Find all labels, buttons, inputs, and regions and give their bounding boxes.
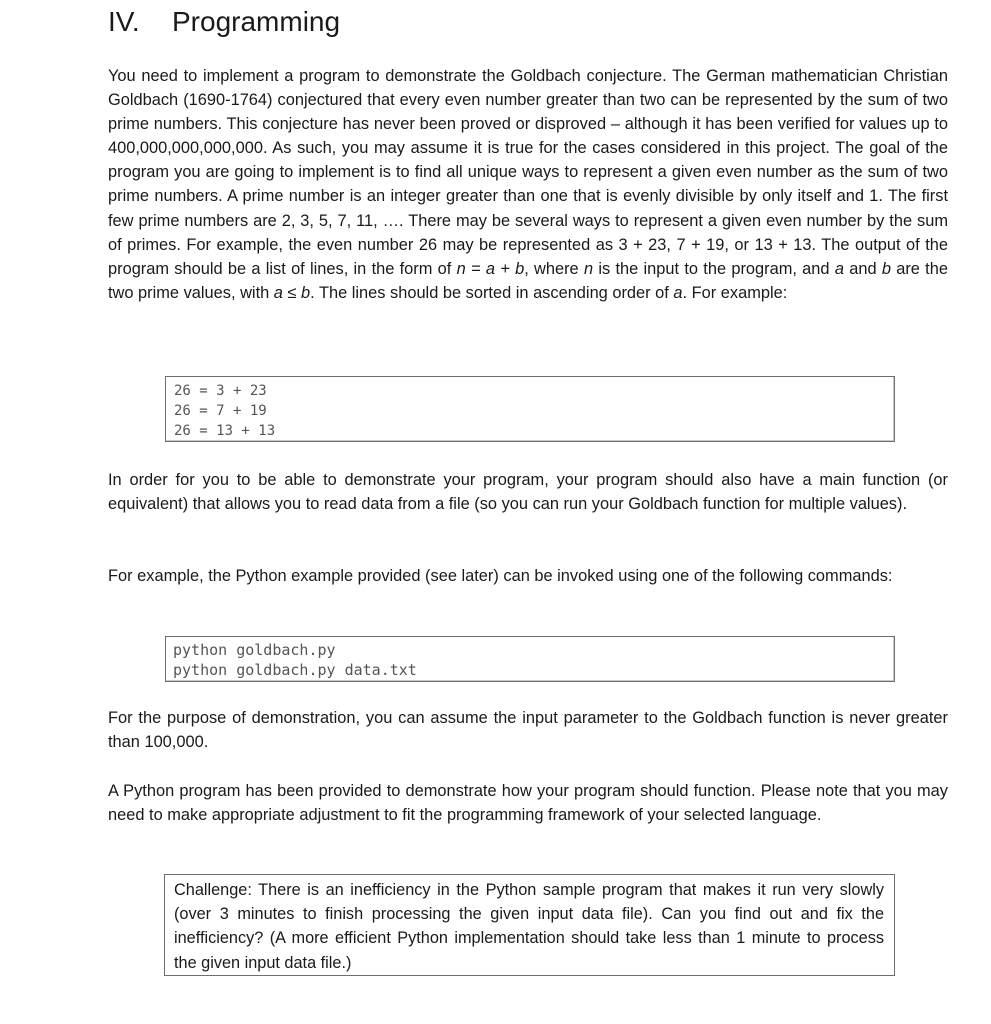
section-title: Programming: [172, 6, 341, 37]
example-output-box: [165, 376, 895, 442]
command-line: python goldbach.py data.txt: [173, 661, 417, 679]
intro-paragraph: [108, 64, 948, 305]
python-example-paragraph: For example, the Python example provided (see later) can be invoked using one of the following commands:: [108, 567, 893, 585]
intro-var-b: b: [881, 259, 891, 278]
intro-var-a: a: [834, 259, 844, 278]
intro-condition: a ≤ b: [273, 283, 311, 302]
intro-text-6: . The lines should be sorted in ascending order of: [310, 283, 674, 302]
intro-var-a2: a: [673, 283, 683, 302]
example-output-line: 26 = 7 + 19: [174, 403, 267, 419]
intro-text-7: . For example:: [682, 283, 788, 302]
intro-text-5: are the two prime values, with: [108, 259, 948, 302]
intro-text-1: You need to implement a program to demonstrate the Goldbach conjecture. The German mathematician Christian Goldbach (1690-1764) conjectured that every even number greater than two can be represented by the sum of two prime numbers. This conjecture has never been proved or disproved – although it has been verified for values up to 400,000,000,000,000. As such, you may assume it is true for the cases considered in this project. The goal of the program you are going to implement is to find all unique ways to represent a given even number as the sum of two prime numbers. A prime number is an integer greater than one that is evenly divisible by only itself and 1. The first few prime numbers are 2, 3, 5, 7, 11, …. There may be several ways to represent a given even number by the sum of primes. For example, the even number 26 may be represented as 3 + 23, 7 + 19, or 13 + 13. The output of the program should be a list of lines, in the form of: [108, 67, 948, 278]
intro-text-2: , where: [524, 259, 584, 278]
intro-var-n: n: [583, 259, 594, 278]
provided-program-paragraph: A Python program has been provided to demonstrate how your program should function. Please note that you may need to make appropriate adjustment to fit the programming framework of your selected language.: [108, 782, 948, 825]
command-line: python goldbach.py: [173, 641, 336, 659]
example-output-line: 26 = 13 + 13: [174, 423, 276, 439]
section-heading: [108, 4, 340, 40]
demonstration-paragraph: For the purpose of demonstration, you can assume the input parameter to the Goldbach function is never greater than 100,000.: [108, 709, 948, 752]
intro-text-4: and: [843, 259, 882, 278]
intro-form: n = a + b: [456, 259, 525, 278]
intro-text-3: is the input to the program, and: [593, 259, 835, 278]
example-output-line: 26 = 3 + 23: [174, 383, 267, 399]
section-number: IV.: [108, 6, 140, 37]
challenge-box: Challenge: There is an inefficiency in the Python sample program that makes it run very slowly (over 3 minutes to finish processing the given input data file). Can you find out and fix the inefficiency? (A more efficient Python implementation should take less than 1 minute to process the given input data file.): [164, 874, 895, 976]
command-box: [165, 636, 895, 682]
main-function-paragraph: In order for you to be able to demonstrate your program, your program should also have a main function (or equivalent) that allows you to read data from a file (so you can run your Goldbach function for multiple values).: [108, 471, 948, 514]
